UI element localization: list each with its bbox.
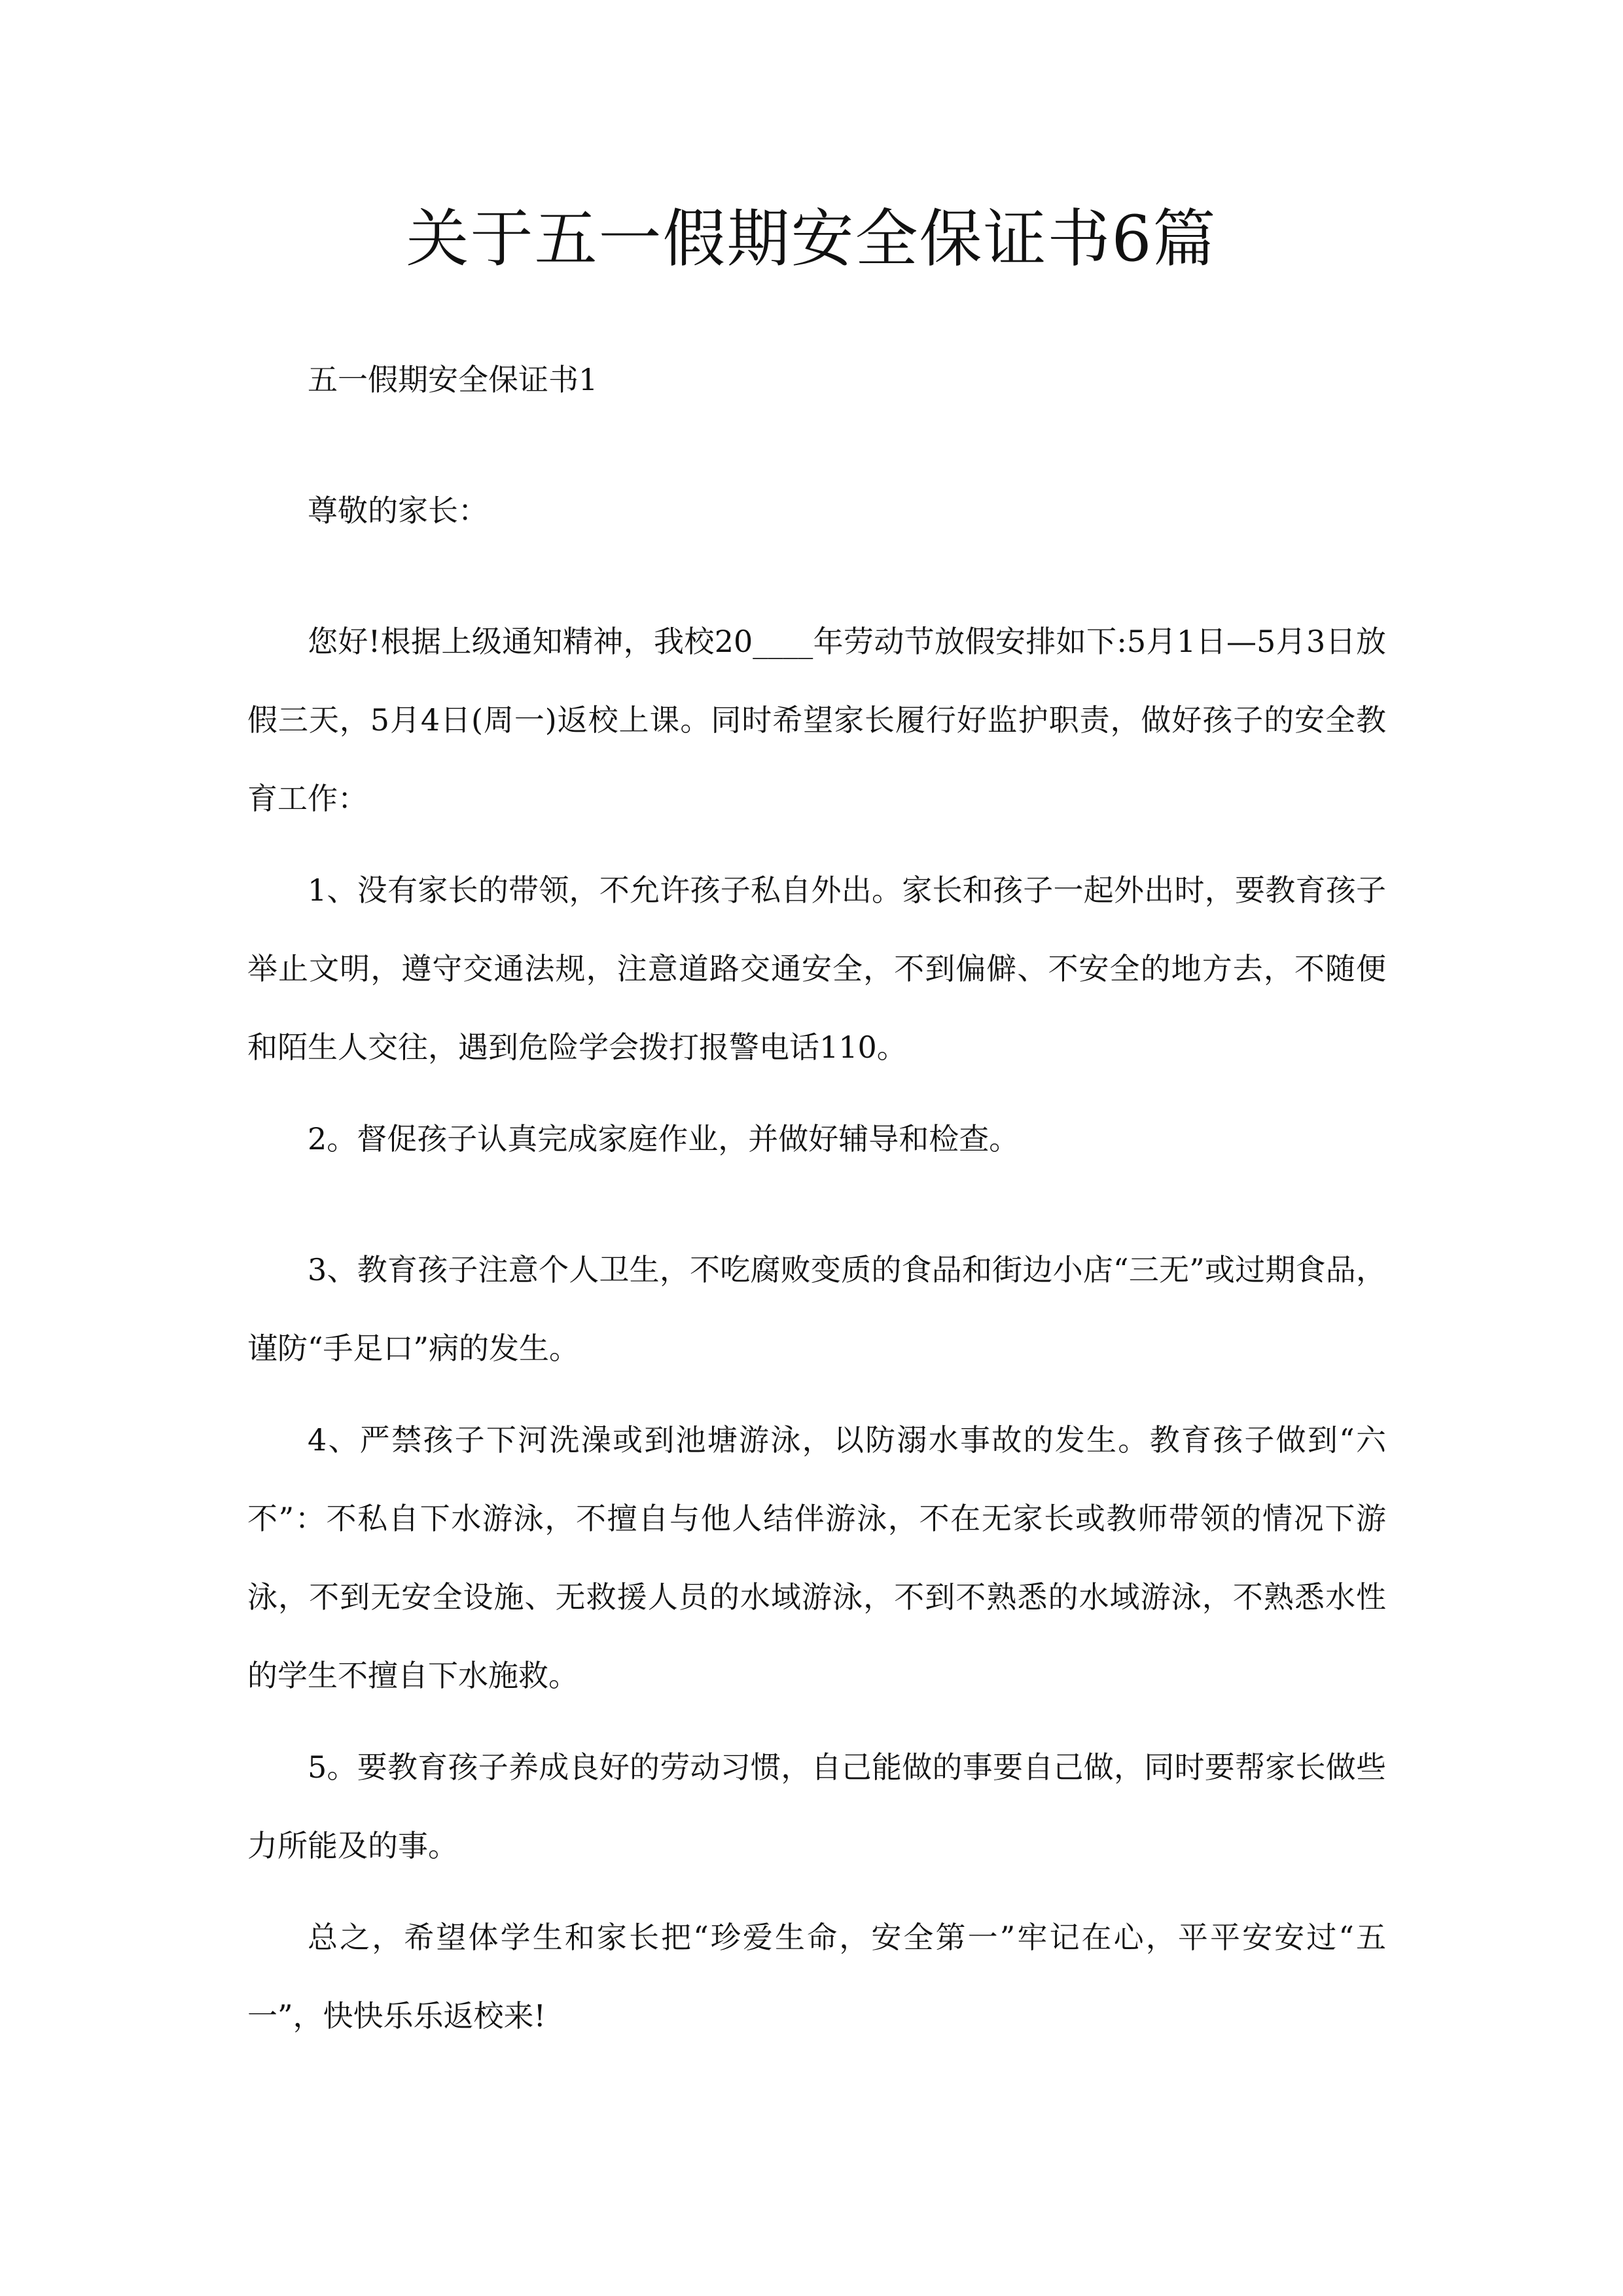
paragraph-item-5: 5。要教育孩子养成良好的劳动习惯，自己能做的事要自己做，同时要帮家长做些力所能及的事。 [247, 1749, 1386, 1863]
paragraph-item-3: 3、教育孩子注意个人卫生，不吃腐败变质的食品和街边小店“三无”或过期食品，谨防“手足口”病的发生。 [247, 1252, 1386, 1366]
paragraph-item-4: 4、严禁孩子下河洗澡或到池塘游泳，以防溺水事故的发生。教育孩子做到“六不”：不私自下水游泳，不擅自与他人结伴游泳，不在无家长或教师带领的情况下游泳，不到无安全设施、无救援人员的水域游泳，不到不熟悉的水域游泳，不熟悉水性的学生不擅自下水施救。 [247, 1422, 1386, 1693]
salutation: 尊敬的家长： [308, 493, 488, 528]
paragraph-intro: 您好!根据上级通知精神，我校20____年劳动节放假安排如下:5月1日—5月3日放假三天，5月4日(周一)返校上课。同时希望家长履行好监护职责，做好孩子的安全教育工作： [247, 624, 1386, 816]
paragraph-item-2: 2。督促孩子认真完成家庭作业，并做好辅导和检查。 [308, 1121, 1020, 1157]
document-title: 关于五一假期安全保证书6篇 [406, 202, 1217, 276]
paragraph-item-1: 1、没有家长的带领，不允许孩子私自外出。家长和孩子一起外出时，要教育孩子举止文明，遵守交通法规，注意道路交通安全，不到偏僻、不安全的地方去，不随便和陌生人交往，遇到危险学会拨打报警电话110。 [247, 872, 1386, 1065]
section-subtitle: 五一假期安全保证书1 [308, 362, 598, 397]
paragraph-closing: 总之，希望体学生和家长把“珍爱生命，安全第一”牢记在心，平平安安过“五一”，快快乐乐返校来! [247, 1920, 1386, 2034]
